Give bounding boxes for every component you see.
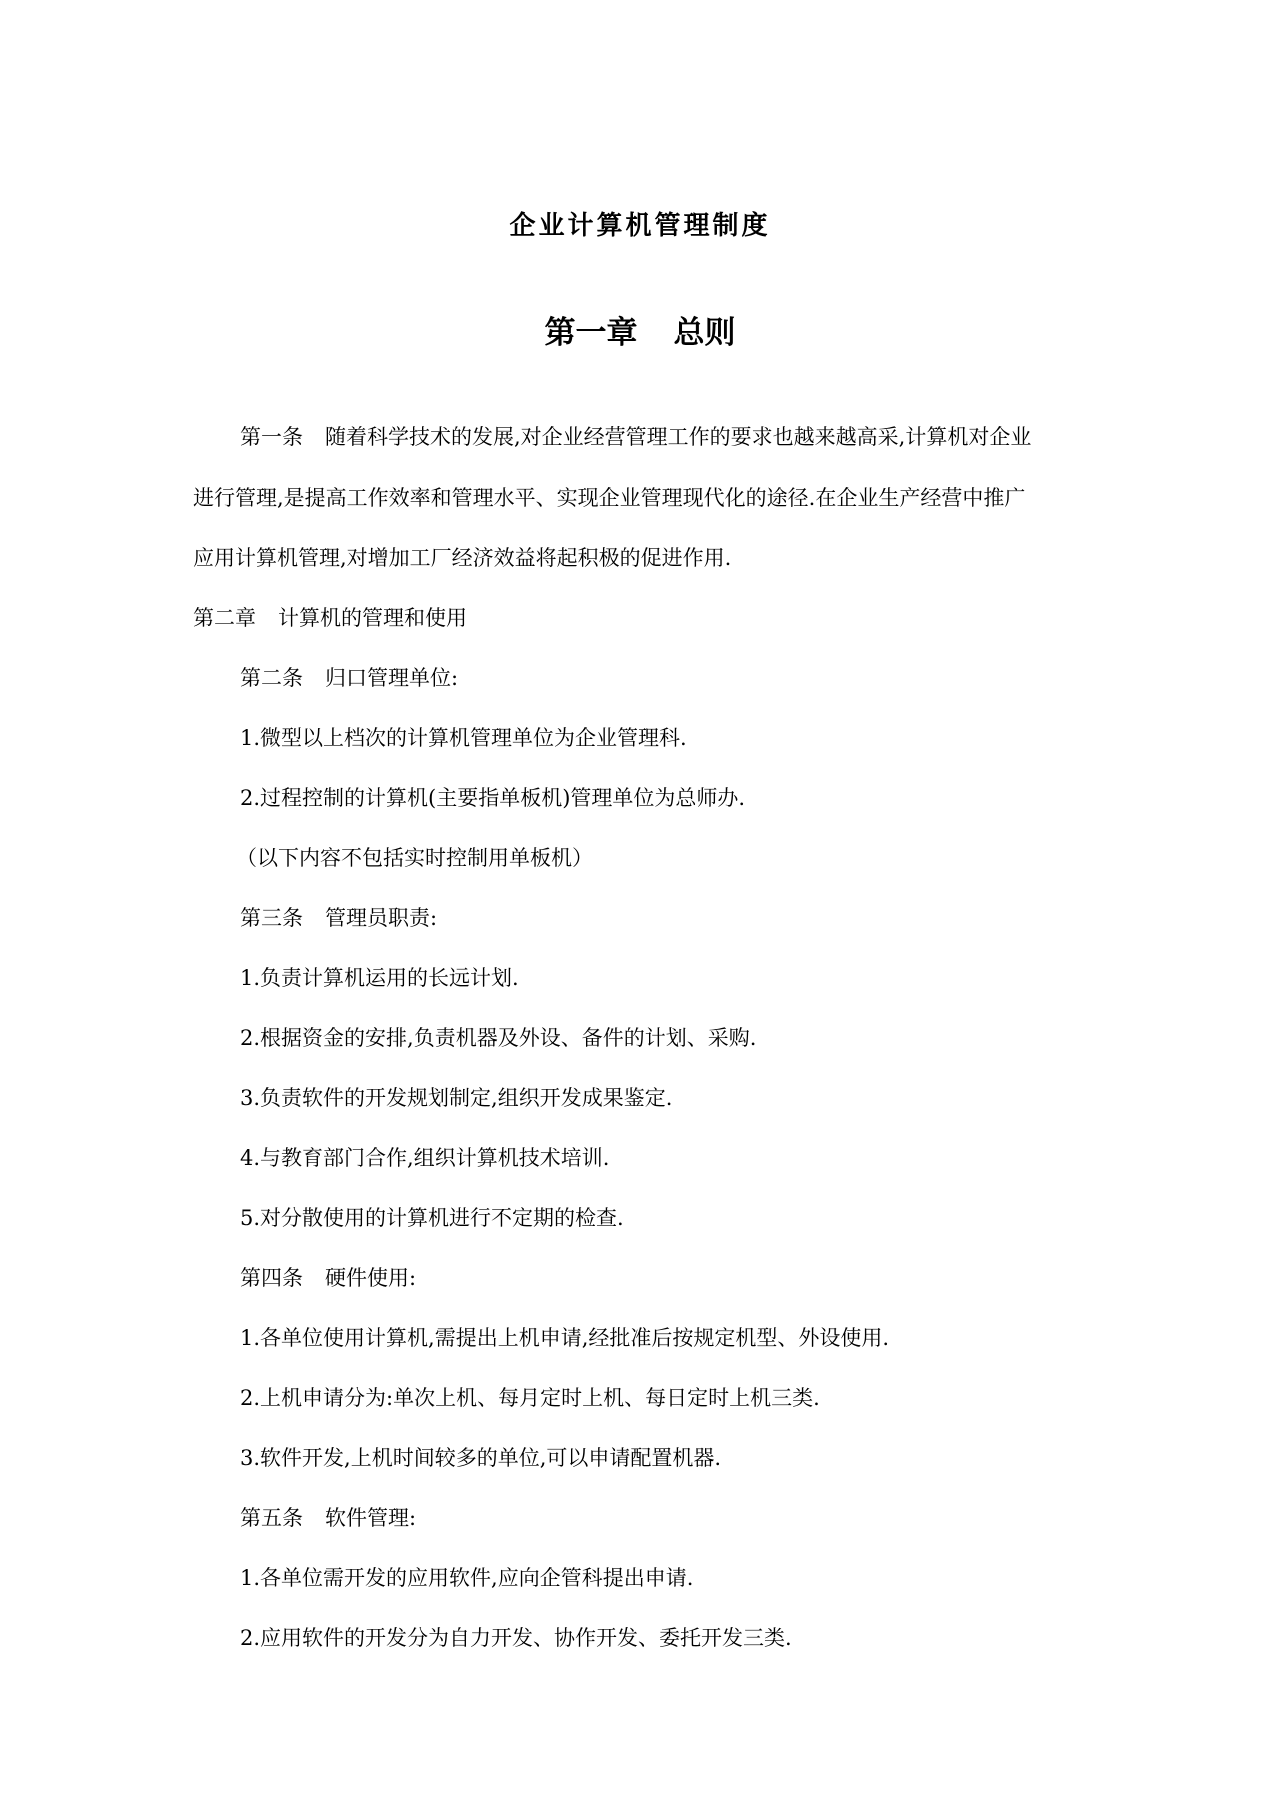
article-5-label: 第五条 <box>240 1506 303 1530</box>
chapter-2-title <box>193 603 467 633</box>
article-3-label: 第三条 <box>240 906 303 930</box>
article-5-item-1: 1.各单位需开发的应用软件,应向企管科提出申请. <box>240 1566 694 1590</box>
article-1-line-1 <box>240 422 1031 452</box>
article-1-line-3: 应用计算机管理,对增加工厂经济效益将起积极的促进作用. <box>193 546 732 570</box>
article-2-label: 第二条 <box>240 666 303 690</box>
article-1-line-2: 进行管理,是提高工作效率和管理水平、实现企业管理现代化的途径.在企业生产经营中推广 <box>193 486 1026 510</box>
article-2-item-2: 2.过程控制的计算机(主要指单板机)管理单位为总师办. <box>240 786 746 810</box>
article-2-note: （以下内容不包括实时控制用单板机） <box>236 846 593 870</box>
article-5-item-2: 2.应用软件的开发分为自力开发、协作开发、委托开发三类. <box>240 1626 792 1650</box>
article-4-heading <box>240 1263 416 1293</box>
article-3-item-4: 4.与教育部门合作,组织计算机技术培训. <box>240 1146 610 1170</box>
article-3-item-1: 1.负责计算机运用的长远计划. <box>240 966 519 990</box>
article-3-item-5: 5.对分散使用的计算机进行不定期的检查. <box>240 1206 624 1230</box>
article-2-title: 归口管理单位: <box>325 666 459 690</box>
article-4-label: 第四条 <box>240 1266 303 1290</box>
article-3-item-3: 3.负责软件的开发规划制定,组织开发成果鉴定. <box>240 1086 673 1110</box>
article-4-item-2: 2.上机申请分为:单次上机、每月定时上机、每日定时上机三类. <box>240 1386 820 1410</box>
article-2-item-1: 1.微型以上档次的计算机管理单位为企业管理科. <box>240 726 687 750</box>
chapter-2-name: 计算机的管理和使用 <box>278 606 467 630</box>
article-4-title: 硬件使用: <box>325 1266 417 1290</box>
article-3-item-2: 2.根据资金的安排,负责机器及外设、备件的计划、采购. <box>240 1026 757 1050</box>
article-5-heading <box>240 1503 416 1533</box>
article-1-label: 第一条 <box>240 425 303 449</box>
chapter-1-number: 第一章 <box>544 315 638 351</box>
article-3-heading <box>240 903 437 933</box>
chapter-1-title <box>0 307 1280 352</box>
article-4-item-1: 1.各单位使用计算机,需提出上机申请,经批准后按规定机型、外设使用. <box>240 1326 890 1350</box>
article-3-title: 管理员职责: <box>325 906 438 930</box>
document-title: 企业计算机管理制度 <box>509 211 771 241</box>
chapter-1-name: 总则 <box>673 315 736 351</box>
article-5-title: 软件管理: <box>325 1506 417 1530</box>
article-4-item-3: 3.软件开发,上机时间较多的单位,可以申请配置机器. <box>240 1446 722 1470</box>
article-1-text-1: 随着科学技术的发展,对企业经营管理工作的要求也越来越高采,计算机对企业 <box>325 425 1032 449</box>
chapter-2-number: 第二章 <box>193 606 256 630</box>
article-2-heading <box>240 663 458 693</box>
